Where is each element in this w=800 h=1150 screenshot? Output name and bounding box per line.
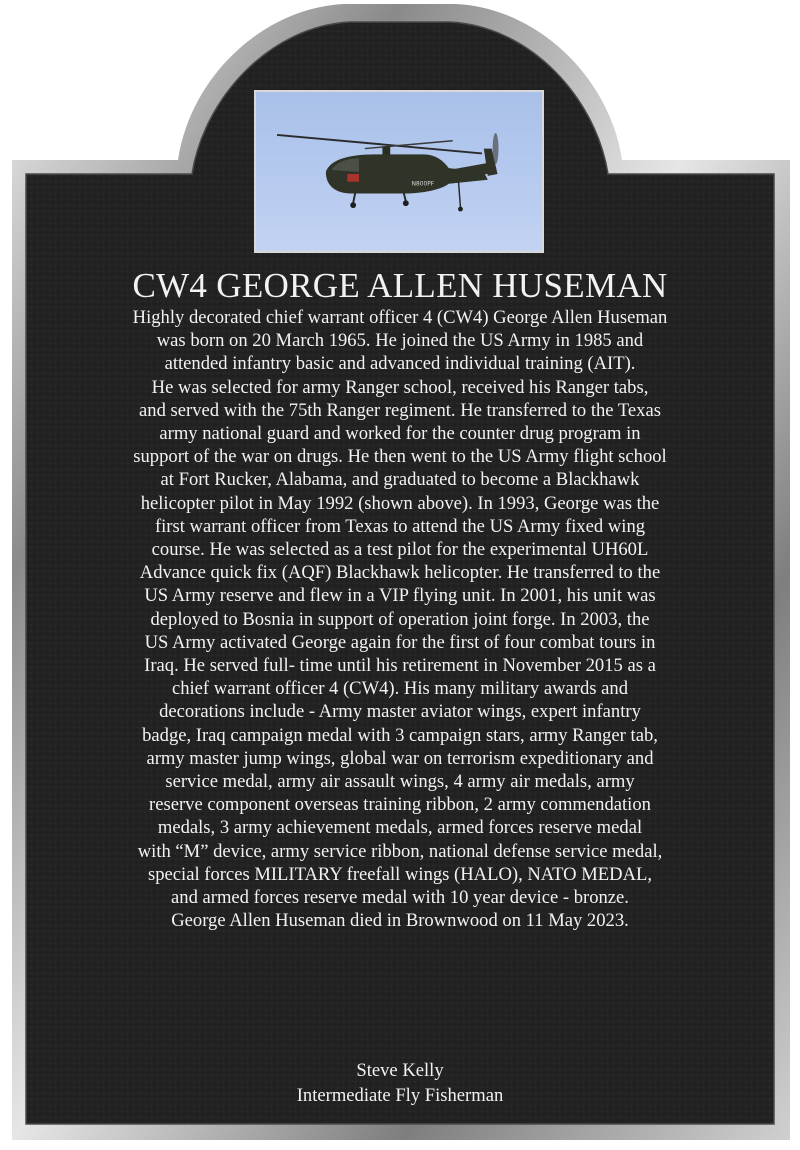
body-line: medals, 3 army achievement medals, armed forces reserve medal — [157, 817, 643, 839]
body-line: and served with the 75th Ranger regiment. He transferred to the Texas — [139, 399, 661, 421]
body-line: army national guard and worked for the counter drug program in — [159, 423, 641, 445]
body-line: Highly decorated chief warrant officer 4 (CW4) George Allen Huseman — [132, 307, 668, 328]
helicopter-photo — [254, 90, 544, 253]
body-line: He was selected for army Ranger school, received his Ranger tabs, — [151, 376, 649, 398]
body-line: service medal, army air assault wings, 4 army air medals, army — [165, 771, 635, 793]
signature — [26, 1058, 774, 1108]
signature-title: Intermediate Fly Fisherman — [296, 1085, 504, 1106]
plaque-body — [26, 306, 774, 932]
body-line: badge, Iraq campaign medal with 3 campaign stars, army Ranger tab, — [142, 724, 658, 746]
body-line: with “M” device, army service ribbon, national defense service medal, — [137, 840, 663, 862]
body-line: was born on 20 March 1965. He joined the US Army in 1985 and — [156, 330, 644, 352]
tail-number: N800PF — [411, 181, 435, 188]
signature-name: Steve Kelly — [356, 1060, 444, 1081]
body-line: army master jump wings, global war on terrorism expeditionary and — [146, 747, 654, 769]
body-line: helicopter pilot in May 1992 (shown above). In 1993, George was the — [140, 492, 660, 514]
body-line: first warrant officer from Texas to attend the US Army fixed wing — [154, 515, 646, 537]
body-line: attended infantry basic and advanced individual training (AIT). — [164, 353, 636, 375]
body-line: and armed forces reserve medal with 10 year device - bronze. — [171, 887, 629, 909]
body-line: US Army reserve and flew in a VIP flying unit. In 2001, his unit was — [144, 585, 656, 607]
body-line: deployed to Bosnia in support of operation joint forge. In 2003, the — [150, 608, 650, 630]
body-line: reserve component overseas training ribbon, 2 army commendation — [149, 794, 651, 816]
body-line: Advance quick fix (AQF) Blackhawk helicopter. He transferred to the — [139, 562, 661, 584]
plaque-title: CW4 GEORGE ALLEN HUSEMAN — [132, 266, 668, 305]
body-line: course. He was selected as a test pilot for the experimental UH60L — [151, 539, 649, 561]
body-line: chief warrant officer 4 (CW4). His many military awards and — [171, 678, 629, 700]
body-line: US Army activated George again for the first of four combat tours in — [144, 631, 656, 653]
body-line: Iraq. He served full- time until his retirement in November 2015 as a — [144, 655, 656, 677]
body-line: special forces MILITARY freefall wings (HALO), NATO MEDAL, — [147, 863, 653, 885]
body-line: at Fort Rucker, Alabama, and graduated to become a Blackhawk — [160, 469, 640, 491]
body-line: decorations include - Army master aviator wings, expert infantry — [159, 701, 641, 723]
body-line: support of the war on drugs. He then went to the US Army flight school — [133, 446, 667, 468]
body-line: George Allen Huseman died in Brownwood on 11 May 2023. — [171, 910, 629, 932]
